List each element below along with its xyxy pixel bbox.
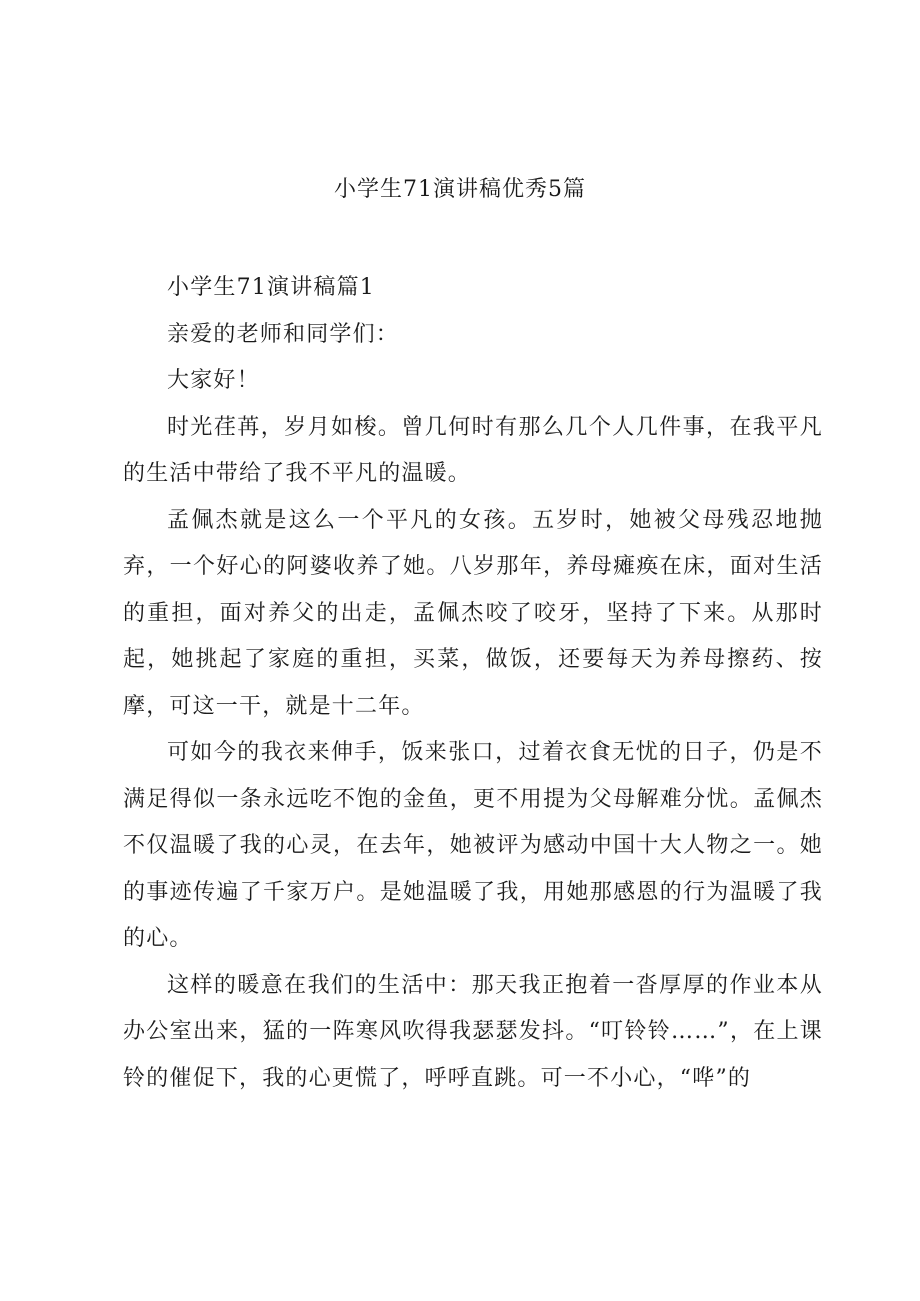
paragraph: 时光荏苒，岁月如梭。曾几何时有那么几个人几件事，在我平凡的生活中带给了我不平凡的温暖。 <box>123 414 823 486</box>
document-title: 小学生71演讲稿优秀5篇 <box>334 177 586 202</box>
paragraph: 孟佩杰就是这么一个平凡的女孩。五岁时，她被父母残忍地抛弃，一个好心的阿婆收养了她。八岁那年，养母瘫痪在床，面对生活的重担，面对养父的出走，孟佩杰咬了咬牙，坚持了下来。从那时起，她挑起了家庭的重担，买菜，做饭，还要每天为养母擦药、按摩，可这一干，就是十二年。 <box>123 507 823 719</box>
salutation: 亲爱的老师和同学们： <box>167 321 400 347</box>
paragraph: 这样的暖意在我们的生活中：那天我正抱着一沓厚厚的作业本从办公室出来，猛的一阵寒风吹得我瑟瑟发抖。“叮铃铃……”，在上课铃的催促下，我的心更慌了，呼呼直跳。可一不小心，“哗”的 <box>123 972 823 1091</box>
document-body <box>123 265 823 1102</box>
greeting: 大家好！ <box>167 368 260 393</box>
section-heading: 小学生71演讲稿篇1 <box>167 275 375 300</box>
paragraph: 可如今的我衣来伸手，饭来张口，过着衣食无忧的日子，仍是不满足得似一条永远吃不饱的金鱼，更不用提为父母解难分忧。孟佩杰不仅温暖了我的心灵，在去年，她被评为感动中国十大人物之一。她的事迹传遍了千家万户。是她温暖了我，用她那感恩的行为温暖了我的心。 <box>123 740 823 951</box>
